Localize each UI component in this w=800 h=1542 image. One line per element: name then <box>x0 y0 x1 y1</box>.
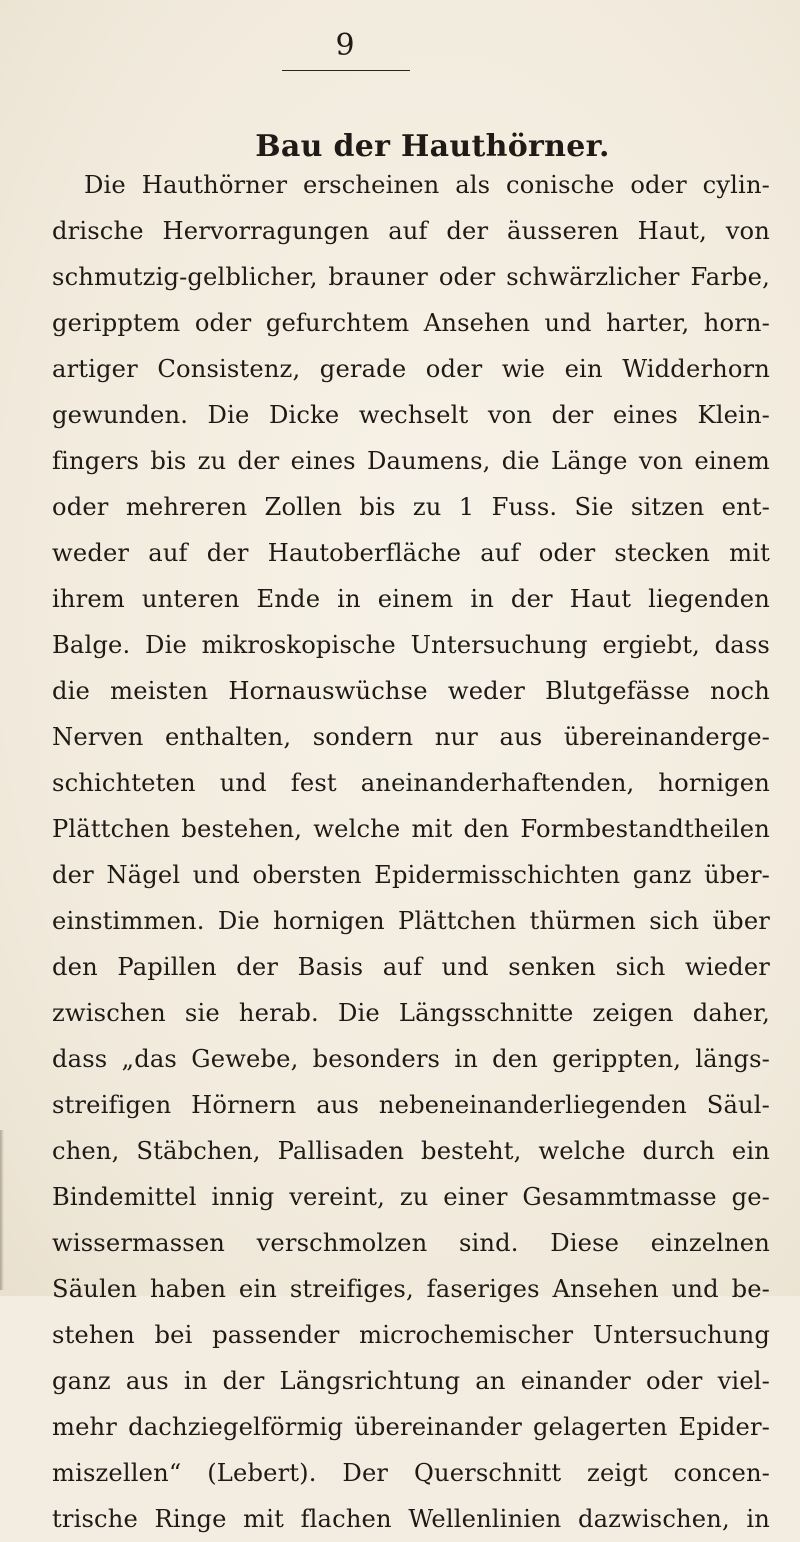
text-line: den Papillen der Basis auf und senken sich wieder <box>52 953 770 981</box>
text-line: zwischen sie herab. Die Längsschnitte zeigen daher, <box>52 999 770 1027</box>
text-line: ganz aus in der Längsrichtung an einander oder viel- <box>52 1367 770 1395</box>
text-line: streifigen Hörnern aus nebeneinanderliegenden Säul- <box>52 1091 770 1119</box>
text-line: Plättchen bestehen, welche mit den Formbestandtheilen <box>52 815 770 843</box>
section-heading: Bau der Hauthörner. <box>255 129 610 164</box>
text-line: Säulen haben ein streifiges, faseriges Ansehen und be- <box>52 1275 770 1303</box>
text-line: gewunden. Die Dicke wechselt von der eines Klein- <box>52 401 770 429</box>
text-line: dass „das Gewebe, besonders in den gerippten, längs- <box>52 1045 770 1073</box>
text-line: drische Hervorragungen auf der äusseren Haut, von <box>52 217 770 245</box>
body-text <box>52 162 770 1542</box>
text-line: einstimmen. Die hornigen Plättchen thürmen sich über <box>52 907 770 935</box>
text-line: geripptem oder gefurchtem Ansehen und harter, horn- <box>52 309 770 337</box>
text-line: Nerven enthalten, sondern nur aus übereinanderge- <box>52 723 770 751</box>
text-line: die meisten Hornauswüchse weder Blutgefässe noch <box>52 677 770 705</box>
text-line: wissermassen verschmolzen sind. Diese einzelnen <box>52 1229 770 1257</box>
text-line: stehen bei passender microchemischer Untersuchung <box>52 1321 770 1349</box>
text-line: mehr dachziegelförmig übereinander gelagerten Epider- <box>52 1413 770 1441</box>
text-line: schmutzig-gelblicher, brauner oder schwärzlicher Farbe, <box>52 263 770 291</box>
text-line: Bindemittel innig vereint, zu einer Gesammtmasse ge- <box>52 1183 770 1211</box>
page-number: 9 <box>335 28 355 63</box>
page-edge-shadow <box>0 1130 4 1290</box>
text-line: trische Ringe mit flachen Wellenlinien dazwischen, in <box>52 1505 770 1533</box>
text-line: oder mehreren Zollen bis zu 1 Fuss. Sie sitzen ent- <box>52 493 770 521</box>
text-line: ihrem unteren Ende in einem in der Haut liegenden <box>52 585 770 613</box>
text-line: miszellen“ (Lebert). Der Querschnitt zeigt concen- <box>52 1459 770 1487</box>
text-line: fingers bis zu der eines Daumens, die Länge von einem <box>52 447 770 475</box>
text-line: Balge. Die mikroskopische Untersuchung ergiebt, dass <box>52 631 770 659</box>
page-number-rule <box>282 70 410 71</box>
text-line: der Nägel und obersten Epidermisschichten ganz über- <box>52 861 770 889</box>
text-line: weder auf der Hautoberfläche auf oder stecken mit <box>52 539 770 567</box>
text-line: schichteten und fest aneinanderhaftenden, hornigen <box>52 769 770 797</box>
text-line: chen, Stäbchen, Pallisaden besteht, welche durch ein <box>52 1137 770 1165</box>
text-line: Die Hauthörner erscheinen als conische oder cylin- <box>84 171 770 199</box>
text-line: artiger Consistenz, gerade oder wie ein Widderhorn <box>52 355 770 383</box>
